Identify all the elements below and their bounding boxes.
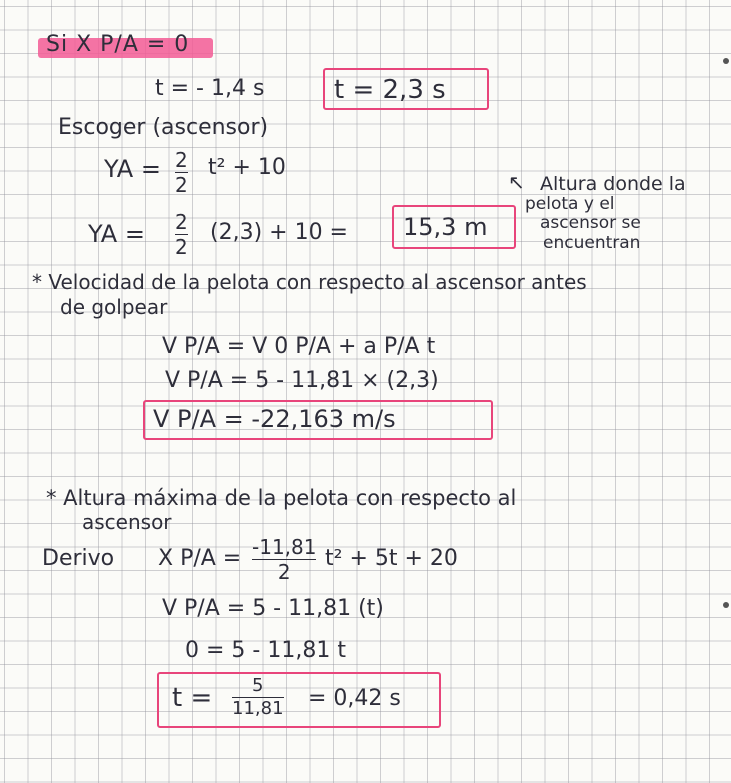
- ya2-lhs: YA =: [88, 220, 145, 248]
- x-rest: t² + 5t + 20: [325, 546, 458, 571]
- note-arrow: ↖: [508, 170, 525, 194]
- t-max-result: = 0,42 s: [308, 686, 401, 711]
- binder-hole-bottom: [723, 602, 729, 608]
- t-max-lhs: t =: [172, 683, 213, 713]
- velocity-derivative: V P/A = 5 - 11,81 (t): [162, 596, 384, 621]
- t-max-fraction-num: 5: [252, 675, 264, 696]
- t-max-fraction: [232, 677, 284, 718]
- ya2-rest: (2,3) + 10 =: [210, 220, 348, 245]
- x-fraction-num: -11,81: [252, 535, 317, 559]
- derivo-label: Derivo: [42, 546, 115, 571]
- velocity-title-line-1: * Velocidad de la pelota con respecto al ascensor antes: [32, 270, 587, 294]
- t-max-fraction-den: 11,81: [232, 698, 284, 719]
- zero-equation: 0 = 5 - 11,81 t: [185, 638, 346, 663]
- max-height-title-line-2: ascensor: [82, 510, 172, 534]
- note-line-1: Altura donde la: [540, 173, 686, 195]
- condition-text: Si X P/A = 0: [46, 32, 190, 57]
- ya2-fraction-num: 2: [175, 210, 188, 234]
- binder-hole-top: [723, 58, 729, 64]
- x-fraction-den: 2: [277, 560, 291, 584]
- velocity-title-line-2: de golpear: [60, 295, 168, 319]
- velocity-equation-2: V P/A = 5 - 11,81 × (2,3): [165, 368, 439, 393]
- velocity-result: V P/A = -22,163 m/s: [153, 405, 396, 433]
- ya2-fraction-den: 2: [175, 235, 188, 259]
- ya-fraction-den: 2: [175, 173, 188, 197]
- ya2-result: 15,3 m: [403, 213, 488, 241]
- ya-rest: t² + 10: [208, 155, 286, 180]
- velocity-equation-1: V P/A = V 0 P/A + a P/A t: [162, 334, 436, 359]
- t-positive: t = 2,3 s: [334, 75, 446, 105]
- note-line-2: pelota y el: [525, 194, 615, 214]
- note-line-4: encuentran: [543, 233, 641, 253]
- ya-fraction-num: 2: [175, 148, 188, 172]
- ya-lhs: YA =: [104, 155, 161, 183]
- max-height-title-line-1: * Altura máxima de la pelota con respecto al: [46, 486, 517, 510]
- ya2-fraction: [175, 212, 188, 257]
- choose-text: Escoger (ascensor): [58, 115, 269, 140]
- t-negative: t = - 1,4 s: [155, 76, 265, 101]
- bleed-through-text: [60, 380, 66, 401]
- ya-fraction: [175, 150, 188, 195]
- x-fraction: [252, 537, 316, 582]
- x-lhs: X P/A =: [158, 546, 242, 571]
- note-line-3: ascensor se: [540, 213, 641, 233]
